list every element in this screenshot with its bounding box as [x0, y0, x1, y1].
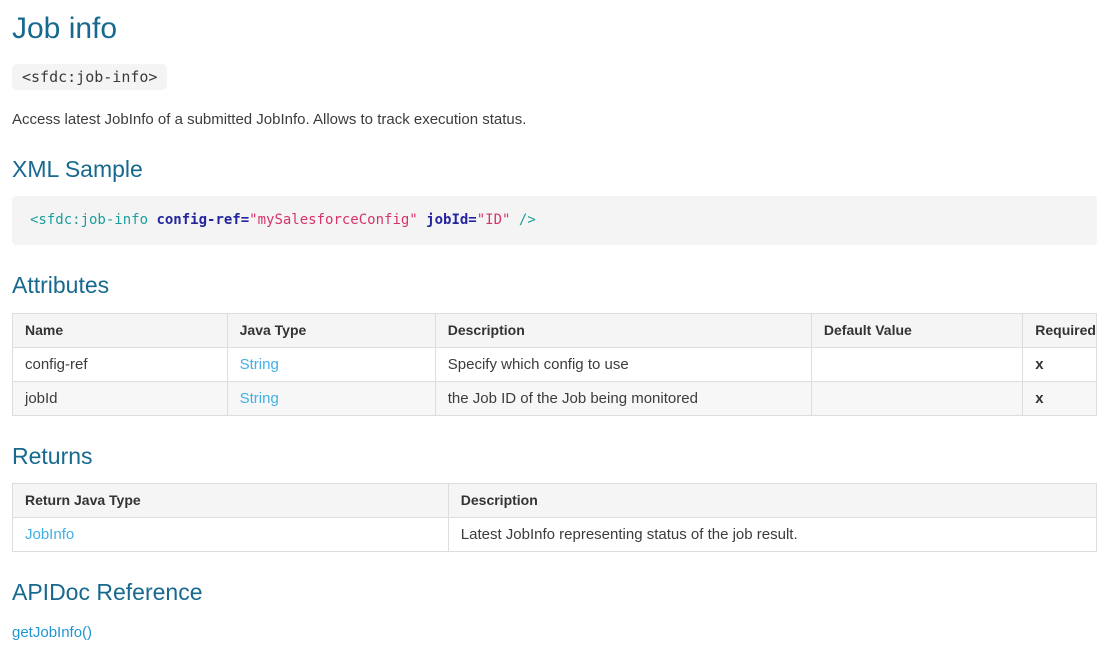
xml-code-block [12, 196, 1097, 245]
attr-name-cell: jobId [13, 381, 228, 415]
element-tag-code: <sfdc:job-info> [12, 64, 167, 90]
page-title: Job info [12, 12, 118, 45]
attributes-table [12, 313, 1097, 416]
code-token-tag-close: /> [510, 212, 536, 229]
table-row-config-ref [13, 347, 1097, 381]
string-type-link[interactable]: String [239, 389, 279, 407]
column-header-default-value: Default Value [811, 313, 1022, 347]
default-value-cell [811, 347, 1022, 381]
required-cell: x [1023, 347, 1097, 381]
column-header-required: Required [1023, 313, 1097, 347]
column-header-name: Name [13, 313, 228, 347]
code-token-string-id-value: "ID" [476, 212, 511, 229]
description-cell: the Job ID of the Job being monitored [435, 381, 811, 415]
string-type-link[interactable]: String [239, 355, 279, 373]
column-header-java-type: Java Type [227, 313, 435, 347]
apidoc-link-container [12, 624, 1097, 641]
table-row-jobid [13, 381, 1097, 415]
returns-table [12, 483, 1097, 552]
section-heading-attributes: Attributes [12, 272, 110, 299]
column-header-description: Description [435, 313, 811, 347]
attributes-header-row [13, 313, 1097, 347]
code-token-attr-config-ref: config-ref= [156, 212, 250, 229]
default-value-cell [811, 381, 1022, 415]
java-type-cell [227, 347, 435, 381]
description-cell: Specify which config to use [435, 347, 811, 381]
section-heading-apidoc-reference: APIDoc Reference [12, 579, 203, 606]
column-header-description: Description [448, 484, 1096, 518]
return-type-cell [13, 518, 449, 552]
column-header-return-java-type: Return Java Type [13, 484, 449, 518]
code-token-attr-jobid: jobId= [417, 212, 477, 229]
returns-header-row [13, 484, 1097, 518]
description-cell: Latest JobInfo representing status of the job result. [448, 518, 1096, 552]
required-cell: x [1023, 381, 1097, 415]
java-type-cell [227, 381, 435, 415]
code-token-string-config-value: "mySalesforceConfig" [249, 212, 418, 229]
getjobinfo-link[interactable]: getJobInfo() [12, 623, 93, 641]
table-row-jobinfo-return [13, 518, 1097, 552]
page-description: Access latest JobInfo of a submitted JobInfo. Allows to track execution status. [12, 110, 527, 128]
section-heading-returns: Returns [12, 442, 93, 469]
attr-name-cell: config-ref [13, 347, 228, 381]
code-token-tag-open: <sfdc:job-info [30, 212, 157, 229]
section-heading-xml-sample: XML Sample [12, 155, 143, 182]
jobinfo-type-link[interactable]: JobInfo [25, 526, 75, 544]
